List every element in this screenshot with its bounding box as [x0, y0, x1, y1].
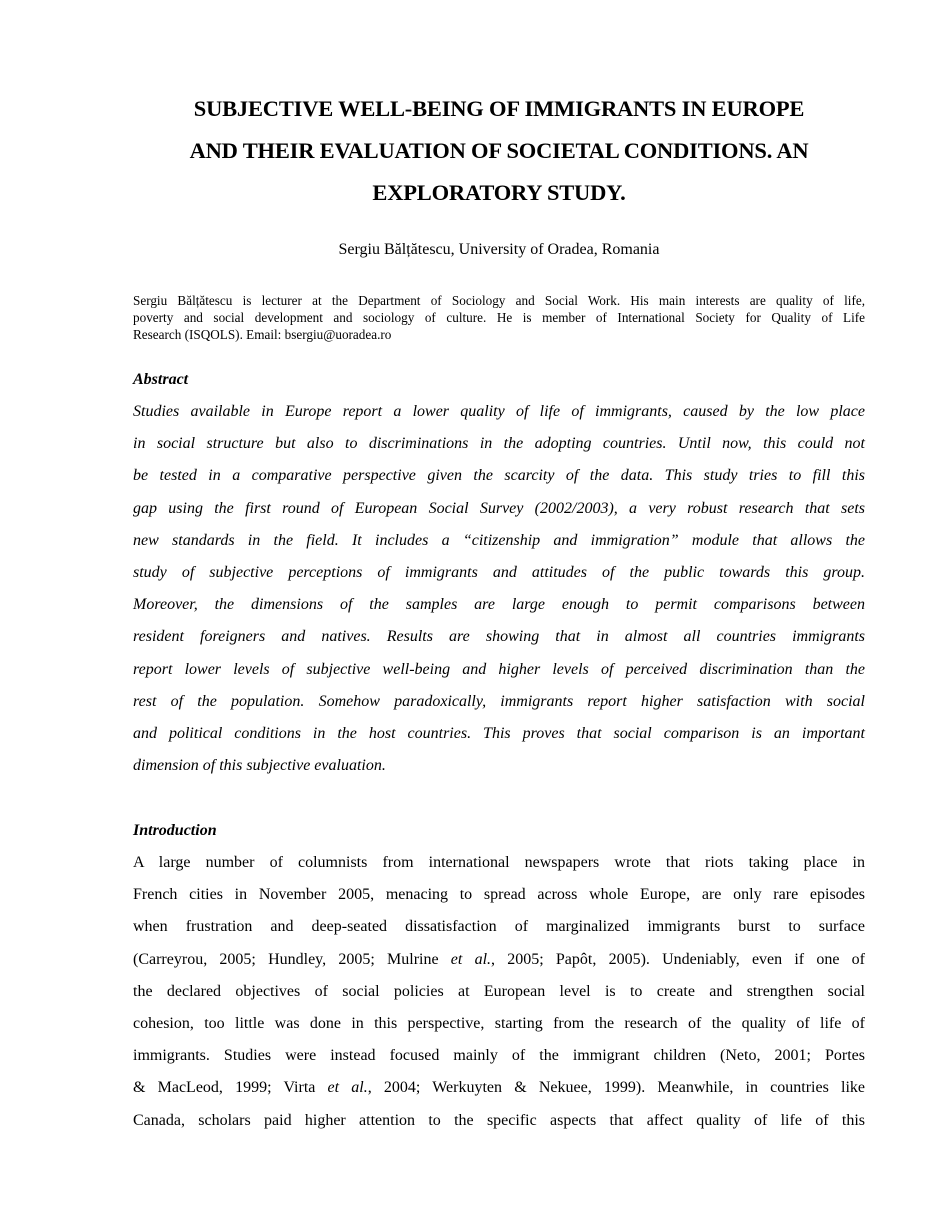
- intro-line: cohesion, too little was done in this perspective, starting from the research of the quality of life of: [133, 1014, 865, 1032]
- abstract-line: Studies available in Europe report a lower quality of life of immigrants, caused by the low place: [133, 403, 865, 420]
- abstract-heading: Abstract: [133, 371, 189, 388]
- intro-line: Canada, scholars paid higher attention to the specific aspects that affect quality of life of this: [133, 1111, 865, 1129]
- bio-line: poverty and social development and sociology of culture. He is member of International Society for Quality of Life: [133, 310, 865, 326]
- paper-title: [133, 88, 865, 214]
- intro-line: the declared objectives of social policies at European level is to create and strengthen social: [133, 982, 865, 1000]
- introduction-text: [133, 847, 865, 1137]
- citation-text: & MacLeod, 1999; Virta: [133, 1079, 328, 1097]
- citation-text: , 2005; Papôt, 2005). Undeniably, even if one of: [491, 950, 866, 968]
- abstract-line: be tested in a comparative perspective given the scarcity of the data. This study tries to fill this: [133, 467, 865, 485]
- title-line: EXPLORATORY STUDY.: [372, 180, 626, 205]
- intro-line: French cities in November 2005, menacing to spread across whole Europe, are only rare episodes: [133, 886, 865, 904]
- abstract-line: dimension of this subjective evaluation.: [133, 757, 386, 775]
- intro-line: when frustration and deep-seated dissatisfaction of marginalized immigrants burst to surface: [133, 918, 865, 936]
- abstract-line: study of subjective perceptions of immigrants and attitudes of the public towards this group.: [133, 563, 865, 581]
- abstract-line: report lower levels of subjective well-being and higher levels of perceived discrimination than the: [133, 660, 865, 678]
- author-bio: [133, 292, 865, 344]
- title-line: SUBJECTIVE WELL-BEING OF IMMIGRANTS IN EUROPE: [193, 96, 805, 121]
- abstract-line: resident foreigners and natives. Results are showing that in almost all countries immigrants: [133, 628, 865, 646]
- intro-line: [133, 944, 865, 976]
- title-line: AND THEIR EVALUATION OF SOCIETAL CONDITIONS. AN: [189, 138, 809, 163]
- abstract-line: new standards in the field. It includes a “citizenship and immigration” module that allows the: [133, 531, 865, 549]
- intro-line: immigrants. Studies were instead focused mainly of the immigrant children (Neto, 2001; Portes: [133, 1047, 865, 1065]
- abstract-line: in social structure but also to discriminations in the adopting countries. Until now, this could not: [133, 435, 865, 453]
- introduction-heading: Introduction: [133, 822, 217, 839]
- abstract-line: rest of the population. Somehow paradoxically, immigrants report higher satisfaction with social: [133, 692, 865, 710]
- abstract-line: Moreover, the dimensions of the samples are large enough to permit comparisons between: [133, 596, 865, 614]
- bio-line: Sergiu Bălțătescu is lecturer at the Department of Sociology and Social Work. His main interests are quality of life,: [133, 293, 865, 308]
- author-affiliation: Sergiu Bălțătescu, University of Oradea, Romania: [338, 241, 660, 258]
- citation-text: (Carreyrou, 2005; Hundley, 2005; Mulrine: [133, 950, 451, 968]
- et-al-italic: et al.: [327, 1079, 368, 1097]
- intro-line: A large number of columnists from international newspapers wrote that riots taking place in: [133, 854, 865, 871]
- abstract-line: gap using the first round of European Social Survey (2002/2003), a very robust research that sets: [133, 499, 865, 517]
- citation-text: , 2004; Werkuyten & Nekuee, 1999). Meanwhile, in countries like: [367, 1079, 865, 1097]
- abstract-text: [133, 396, 865, 782]
- bio-line: Research (ISQOLS). Email: bsergiu@uoradea.ro: [133, 327, 392, 343]
- intro-line: [133, 1072, 865, 1104]
- abstract-line: and political conditions in the host countries. This proves that social comparison is an important: [133, 724, 865, 742]
- et-al-italic: et al.: [450, 950, 492, 968]
